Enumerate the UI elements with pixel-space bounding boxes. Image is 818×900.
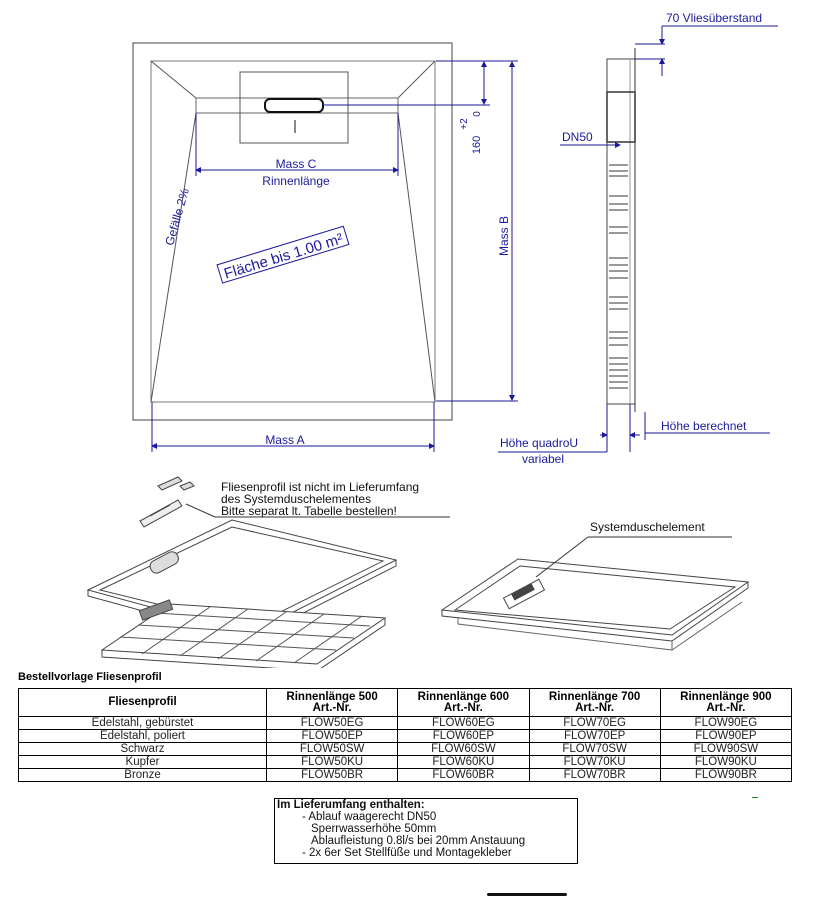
header-label: Rinnenlänge 500	[286, 690, 378, 703]
hoehe-berechnet-label: Höhe berechnet	[661, 419, 747, 433]
mass-c-label: Mass C	[275, 157, 317, 171]
svg-text:Fläche bis 1.00 m²: Fläche bis 1.00 m²	[222, 230, 346, 283]
header-sublabel: Art.-Nr.	[706, 701, 746, 714]
header-rinnenlaenge-700	[529, 689, 660, 717]
flaeche-callout	[217, 226, 349, 284]
table-cell: FLOW60KU	[398, 756, 529, 769]
order-table	[18, 688, 792, 782]
table-cell: FLOW90EG	[660, 717, 791, 730]
systemduschelement-label: Systemduschelement	[590, 520, 705, 534]
tolerance-plus-label: +2	[459, 118, 470, 130]
table-row	[19, 769, 792, 782]
table-cell: FLOW50SW	[267, 743, 398, 756]
table-cell: Edelstahl, gebürstet	[19, 717, 267, 730]
header-rinnenlaenge-600	[398, 689, 529, 717]
side-drain-box	[607, 92, 635, 142]
table-cell: FLOW70EP	[529, 730, 660, 743]
table-row	[19, 730, 792, 743]
table-cell: FLOW60BR	[398, 769, 529, 782]
note-line-3: Bitte separat lt. Tabelle bestellen!	[221, 504, 397, 518]
scope-title: Im Lieferumfang enthalten:	[277, 799, 425, 811]
table-row	[19, 743, 792, 756]
header-label: Rinnenlänge 900	[680, 690, 772, 703]
table-cell: FLOW70SW	[529, 743, 660, 756]
scope-line: Sperrwasserhöhe 50mm	[311, 823, 437, 835]
dim-160-label: 160	[471, 135, 483, 155]
table-cell: Schwarz	[19, 743, 267, 756]
table-cell: FLOW70BR	[529, 769, 660, 782]
rinnenlaenge-label: Rinnenlänge	[262, 174, 330, 188]
header-label: Rinnenlänge 600	[417, 690, 510, 703]
side-view	[498, 26, 778, 452]
hoehe-quadro-label: Höhe quadroU	[500, 436, 579, 450]
header-sublabel: Art.-Nr.	[443, 701, 483, 714]
table-cell: FLOW90EP	[660, 730, 791, 743]
scope-line: Ablaufleistung 0.8l/s bei 20mm Anstauung	[311, 835, 526, 847]
table-cell: FLOW50KU	[267, 756, 398, 769]
table-cell: FLOW60EP	[398, 730, 529, 743]
iso-right-tray	[442, 537, 748, 650]
table-row	[19, 717, 792, 730]
variabel-label: variabel	[522, 452, 565, 466]
mass-a-label: Mass A	[265, 433, 305, 447]
header-rinnenlaenge-500	[267, 689, 398, 717]
green-marker	[752, 797, 758, 798]
scope-of-delivery-box	[274, 798, 578, 864]
dn50-label: DN50	[562, 130, 593, 144]
mass-b-label: Mass B	[497, 215, 511, 257]
drain-outlet	[265, 99, 323, 112]
scope-line: - 2x 6er Set Stellfüße und Montagekleber	[302, 847, 512, 859]
table-cell: FLOW90BR	[660, 769, 791, 782]
note-line-2: des Systemduschelementes	[221, 492, 372, 506]
header-rinnenlaenge-900	[660, 689, 791, 717]
header-sublabel: Art.-Nr.	[575, 701, 615, 714]
table-row	[19, 756, 792, 769]
vlies-label: 70 Vliesüberstand	[666, 11, 763, 25]
scope-line: - Ablauf waagerecht DN50	[302, 811, 437, 823]
table-cell: FLOW90SW	[660, 743, 791, 756]
header-label: Fliesenprofil	[108, 696, 177, 708]
table-cell: FLOW60SW	[398, 743, 529, 756]
tile-profile-part	[140, 477, 194, 527]
side-body	[607, 59, 635, 404]
note-line-1: Fliesenprofil ist nicht im Lieferumfang	[221, 480, 420, 494]
table-cell: FLOW70KU	[529, 756, 660, 769]
header-sublabel: Art.-Nr.	[312, 701, 352, 714]
table-cell: FLOW70EG	[529, 717, 660, 730]
table-cell: FLOW50BR	[267, 769, 398, 782]
table-cell: Kupfer	[19, 756, 267, 769]
bottom-edge-mark	[487, 893, 567, 896]
table-header-row	[19, 689, 792, 717]
side-foot-pattern	[609, 165, 628, 388]
table-cell: FLOW50EP	[267, 730, 398, 743]
order-table-title: Bestellvorlage Fliesenprofil	[18, 671, 162, 683]
table-cell: Bronze	[19, 769, 267, 782]
tolerance-zero-label: 0	[472, 111, 483, 117]
header-fliesenprofil	[19, 689, 267, 717]
header-label: Rinnenlänge 700	[548, 690, 641, 703]
drain-cover-plate	[240, 72, 348, 143]
gefaelle-label: Gefälle 2%	[162, 186, 192, 248]
table-cell: Edelstahl, poliert	[19, 730, 267, 743]
table-cell: FLOW60EG	[398, 717, 529, 730]
table-cell: FLOW90KU	[660, 756, 791, 769]
table-cell: FLOW50EG	[267, 717, 398, 730]
